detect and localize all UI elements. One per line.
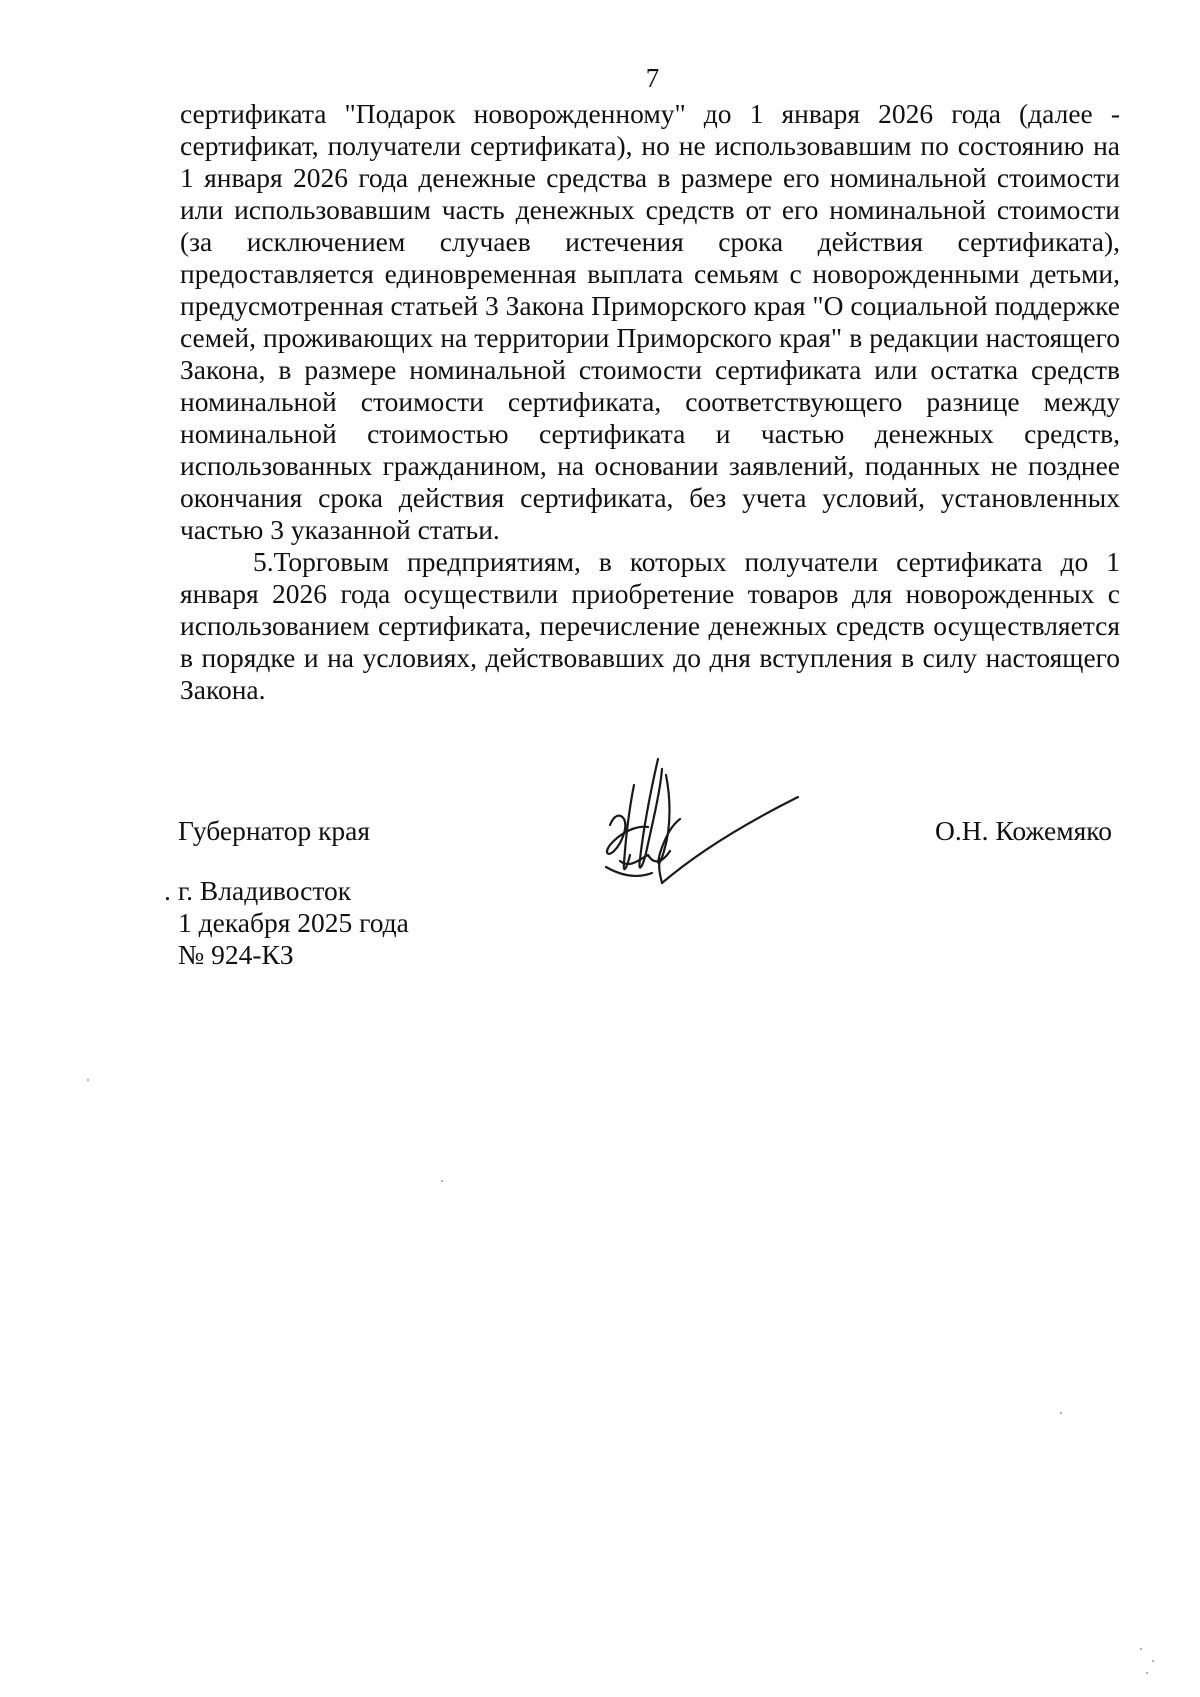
document-body [180, 98, 1120, 706]
paragraph-5: 5.Торговым предприятиям, в которых получатели сертификата до 1 января 2026 года осуществили приобретение товаров для новорожденных с использованием сертификата, перечисление денежных средств осуществляется в порядке и на условиях, действовавших до дня вступления в силу настоящего Закона. [180, 546, 1120, 705]
city: г. Владивосток [178, 875, 352, 906]
scan-speck [1152, 1660, 1154, 1662]
scan-speck [1146, 1672, 1148, 1674]
place-date-number-block [164, 875, 409, 971]
scan-speck [87, 1079, 89, 1081]
signatory-title: Губернатор края [178, 815, 371, 846]
page-number: 7 [645, 63, 660, 93]
scan-speck [441, 1180, 443, 1182]
scan-speck [1140, 1648, 1142, 1650]
date: 1 декабря 2025 года [178, 907, 409, 938]
paragraph-continuation: сертификата "Подарок новорожденному" до 1 января 2026 года (далее - сертификат, получатели сертификата), но не использовавшим по состоянию на 1 января 2026 года денежные средства в размере его номинальной стоимости или использовавшим часть денежных средств от его номинальной стоимости (за исключением случаев истечения срока действия сертификата), предоставляется единовременная выплата семьям с новорожденными детьми, предусмотренная статьей 3 Закона Приморского края "О социальной поддержке семей, проживающих на территории Приморского края" в редакции настоящего Закона, в размере номинальной стоимости сертификата или остатка средств номинальной стоимости сертификата, соответствующего разнице между номинальной стоимостью сертификата и частью денежных средств, использованных гражданином, на основании заявлений, поданных не позднее окончания срока действия сертификата, без учета условий, установленных частью 3 указанной статьи. [180, 98, 1120, 545]
handwritten-signature [600, 755, 820, 915]
scan-speck [1060, 1412, 1062, 1414]
dot-mark: . [164, 875, 171, 906]
signatory-name: О.Н. Кожемяко [935, 815, 1112, 846]
law-number: № 924-КЗ [178, 939, 294, 970]
